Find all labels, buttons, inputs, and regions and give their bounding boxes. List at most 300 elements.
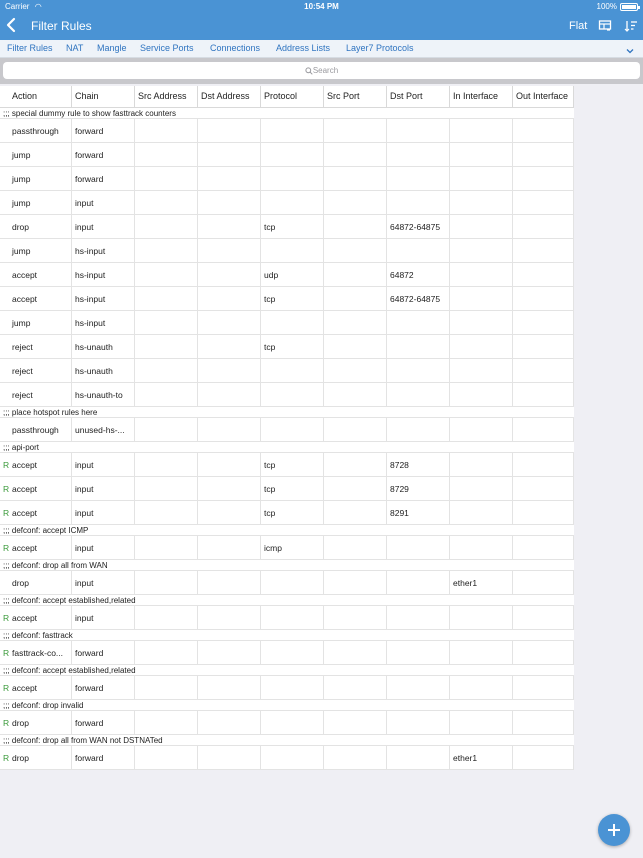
- table-cell: [324, 418, 387, 441]
- table-body: [0, 108, 574, 770]
- table-row[interactable]: [0, 418, 574, 442]
- table-cell: [261, 676, 324, 699]
- table-cell: [135, 711, 198, 734]
- tab-filter-rules[interactable]: Filter Rules: [7, 43, 53, 53]
- column-header-action[interactable]: Action: [0, 86, 72, 107]
- table-row[interactable]: [0, 501, 574, 525]
- column-header-src-address[interactable]: Src Address: [135, 86, 198, 107]
- table-cell: [135, 167, 198, 190]
- action-text: accept: [12, 294, 38, 304]
- table-cell: [0, 676, 72, 699]
- table-cell: tcp: [261, 335, 324, 358]
- chevron-down-icon: [625, 46, 635, 56]
- chevron-left-icon: [5, 16, 17, 34]
- table-cell: [0, 536, 72, 559]
- tab-mangle[interactable]: Mangle: [97, 43, 127, 53]
- table-cell: [513, 167, 576, 190]
- tab-layer7-protocols[interactable]: Layer7 Protocols: [346, 43, 414, 53]
- table-cell: [135, 641, 198, 664]
- tab-connections[interactable]: Connections: [210, 43, 261, 53]
- table-cell: [324, 287, 387, 310]
- table-cell: [450, 418, 513, 441]
- table-cell: [324, 641, 387, 664]
- table-cell: [513, 501, 576, 524]
- table-cell: [387, 606, 450, 629]
- table-cell: [324, 711, 387, 734]
- table-cell: [135, 263, 198, 286]
- table-cell: hs-input: [72, 263, 135, 286]
- sort-button[interactable]: [624, 19, 638, 33]
- action-text: reject: [12, 390, 33, 400]
- rule-comment: ;;; api-port: [0, 442, 574, 453]
- table-cell: [513, 711, 576, 734]
- table-cell: [261, 359, 324, 382]
- table-cell: [324, 536, 387, 559]
- table-row[interactable]: [0, 383, 574, 407]
- table-cell: [324, 119, 387, 142]
- rule-flag: R: [3, 648, 10, 658]
- table-cell: [261, 119, 324, 142]
- table-row[interactable]: [0, 746, 574, 770]
- table-cell: [198, 453, 261, 476]
- table-cell: [450, 453, 513, 476]
- rule-flag: R: [3, 613, 10, 623]
- column-header-protocol[interactable]: Protocol: [261, 86, 324, 107]
- table-cell: [324, 746, 387, 769]
- table-cell: ether1: [450, 571, 513, 594]
- add-rule-button[interactable]: [598, 814, 630, 846]
- table-row[interactable]: [0, 311, 574, 335]
- table-cell: [198, 167, 261, 190]
- table-cell: [513, 215, 576, 238]
- table-cell: [0, 239, 72, 262]
- table-cell: tcp: [261, 287, 324, 310]
- action-text: jump: [12, 198, 31, 208]
- table-row[interactable]: [0, 335, 574, 359]
- column-header-dst-port[interactable]: Dst Port: [387, 86, 450, 107]
- table-cell: [0, 191, 72, 214]
- table-cell: [135, 191, 198, 214]
- table-cell: tcp: [261, 215, 324, 238]
- table-row[interactable]: [0, 191, 574, 215]
- table-cell: [324, 477, 387, 500]
- table-cell: hs-unauth: [72, 335, 135, 358]
- rule-comment: ;;; defconf: drop all from WAN not DSTNATed: [0, 735, 574, 746]
- rule-comment: ;;; special dummy rule to show fasttrack counters: [0, 108, 574, 119]
- table-cell: [387, 311, 450, 334]
- table-cell: [387, 536, 450, 559]
- rule-flag: R: [3, 484, 10, 494]
- table-cell: [135, 215, 198, 238]
- table-cell: [513, 119, 576, 142]
- table-cell: 64872-64875: [387, 287, 450, 310]
- table-cell: input: [72, 215, 135, 238]
- action-text: jump: [12, 318, 31, 328]
- action-text: drop: [12, 578, 30, 588]
- table-cell: [450, 641, 513, 664]
- table-cell: [198, 287, 261, 310]
- table-cell: [450, 191, 513, 214]
- table-row[interactable]: [0, 453, 574, 477]
- table-cell: [261, 746, 324, 769]
- rule-comment: ;;; defconf: accept established,related: [0, 595, 574, 606]
- table-cell: [450, 477, 513, 500]
- table-cell: [450, 263, 513, 286]
- table-cell: [198, 335, 261, 358]
- action-text: accept: [12, 484, 38, 494]
- rule-flag: R: [3, 683, 10, 693]
- table-cell: [387, 676, 450, 699]
- table-cell: [261, 167, 324, 190]
- table-cell: [0, 453, 72, 476]
- action-text: accept: [12, 460, 38, 470]
- table-cell: [513, 536, 576, 559]
- table-cell: [450, 711, 513, 734]
- table-cell: [513, 191, 576, 214]
- table-cell: [135, 606, 198, 629]
- table-row[interactable]: [0, 215, 574, 239]
- table-cell: [324, 311, 387, 334]
- table-row[interactable]: [0, 239, 574, 263]
- search-icon: [305, 67, 313, 75]
- table-row[interactable]: [0, 119, 574, 143]
- status-bar: [0, 0, 643, 14]
- table-cell: [135, 119, 198, 142]
- table-cell: [135, 311, 198, 334]
- table-cell: [387, 143, 450, 166]
- action-text: drop: [12, 222, 30, 232]
- table-cell: [135, 676, 198, 699]
- table-cell: [450, 606, 513, 629]
- table-cell: [198, 676, 261, 699]
- table-cell: [261, 606, 324, 629]
- table-cell: input: [72, 536, 135, 559]
- table-cell: [324, 606, 387, 629]
- table-cell: [198, 191, 261, 214]
- table-cell: [198, 501, 261, 524]
- table-cell: hs-unauth: [72, 359, 135, 382]
- tab-nat[interactable]: NAT: [66, 43, 84, 53]
- table-cell: [387, 359, 450, 382]
- table-cell: [198, 215, 261, 238]
- table-cell: hs-input: [72, 311, 135, 334]
- table-cell: [198, 143, 261, 166]
- table-cell: [0, 263, 72, 286]
- table-cell: [198, 359, 261, 382]
- rule-comment: ;;; defconf: accept ICMP: [0, 525, 574, 536]
- columns-icon: [598, 19, 612, 33]
- table-cell: [324, 191, 387, 214]
- table-cell: [513, 606, 576, 629]
- table-cell: [324, 501, 387, 524]
- table-cell: [387, 711, 450, 734]
- table-cell: forward: [72, 143, 135, 166]
- table-cell: input: [72, 453, 135, 476]
- table-cell: [135, 239, 198, 262]
- table-cell: [135, 418, 198, 441]
- table-cell: [0, 311, 72, 334]
- action-text: accept: [12, 270, 38, 280]
- table-cell: tcp: [261, 501, 324, 524]
- table-cell: input: [72, 477, 135, 500]
- wifi-icon: ◠: [34, 2, 42, 11]
- table-cell: [387, 418, 450, 441]
- table-cell: [387, 191, 450, 214]
- table-cell: [198, 239, 261, 262]
- table-cell: [261, 383, 324, 406]
- column-header-out-interface[interactable]: Out Interface: [516, 91, 569, 101]
- table-cell: [387, 383, 450, 406]
- table-cell: [0, 215, 72, 238]
- rules-table: [0, 86, 574, 770]
- table-cell: 8728: [387, 453, 450, 476]
- table-cell: [135, 287, 198, 310]
- column-header-chain[interactable]: Chain: [72, 86, 135, 107]
- battery-status: [597, 2, 638, 11]
- back-button[interactable]: [5, 16, 19, 36]
- table-cell: [513, 571, 576, 594]
- table-cell: hs-input: [72, 239, 135, 262]
- table-cell: [198, 383, 261, 406]
- table-cell: [135, 335, 198, 358]
- table-cell: [513, 287, 576, 310]
- table-cell: [450, 143, 513, 166]
- table-cell: input: [72, 571, 135, 594]
- table-cell: [513, 359, 576, 382]
- table-cell: [324, 263, 387, 286]
- page-title: Filter Rules: [31, 19, 92, 33]
- sort-icon: [624, 19, 638, 33]
- action-text: reject: [12, 342, 33, 352]
- table-cell: [0, 383, 72, 406]
- table-cell: [0, 418, 72, 441]
- table-cell: [0, 711, 72, 734]
- table-cell: forward: [72, 676, 135, 699]
- table-cell: ether1: [450, 746, 513, 769]
- action-text: drop: [12, 718, 30, 728]
- table-cell: forward: [72, 167, 135, 190]
- table-cell: [513, 453, 576, 476]
- table-cell: [135, 501, 198, 524]
- table-row[interactable]: [0, 143, 574, 167]
- table-row[interactable]: [0, 167, 574, 191]
- rule-flag: R: [3, 718, 10, 728]
- table-cell: [135, 571, 198, 594]
- table-cell: [450, 335, 513, 358]
- rule-comment: ;;; place hotspot rules here: [0, 407, 574, 418]
- table-cell: [513, 239, 576, 262]
- table-cell: [450, 676, 513, 699]
- expand-tabs-button[interactable]: [625, 43, 635, 53]
- action-text: jump: [12, 150, 31, 160]
- rule-comment: ;;; defconf: drop all from WAN: [0, 560, 574, 571]
- table-cell: [387, 746, 450, 769]
- table-cell: [324, 167, 387, 190]
- table-cell: [513, 143, 576, 166]
- table-cell: udp: [261, 263, 324, 286]
- plus-icon: [607, 823, 621, 837]
- table-cell: [198, 571, 261, 594]
- table-cell: [513, 311, 576, 334]
- action-text: accept: [12, 508, 38, 518]
- table-cell: [450, 501, 513, 524]
- table-row[interactable]: [0, 536, 574, 560]
- table-row[interactable]: [0, 359, 574, 383]
- table-cell: 64872: [387, 263, 450, 286]
- table-cell: [513, 263, 576, 286]
- table-cell: [324, 335, 387, 358]
- table-cell: [324, 571, 387, 594]
- table-cell: [135, 383, 198, 406]
- tab-service-ports[interactable]: Service Ports: [140, 43, 194, 53]
- table-cell: [198, 311, 261, 334]
- table-cell: forward: [72, 711, 135, 734]
- action-text: passthrough: [12, 126, 59, 136]
- action-text: passthrough: [12, 425, 59, 435]
- table-row[interactable]: [0, 711, 574, 735]
- table-cell: input: [72, 606, 135, 629]
- table-cell: [450, 359, 513, 382]
- table-cell: [324, 383, 387, 406]
- action-text: jump: [12, 246, 31, 256]
- table-cell: [387, 641, 450, 664]
- table-cell: [0, 119, 72, 142]
- rule-comment: ;;; defconf: fasttrack: [0, 630, 574, 641]
- nav-bar: [0, 14, 643, 40]
- table-cell: [513, 641, 576, 664]
- table-cell: tcp: [261, 477, 324, 500]
- table-cell: [135, 536, 198, 559]
- action-text: reject: [12, 366, 33, 376]
- table-cell: [450, 287, 513, 310]
- table-cell: forward: [72, 641, 135, 664]
- action-text: drop: [12, 753, 30, 763]
- column-header-src-port[interactable]: Src Port: [324, 86, 387, 107]
- column-header-in-interface[interactable]: In Interface: [450, 86, 513, 107]
- table-cell: [450, 239, 513, 262]
- table-cell: [0, 167, 72, 190]
- tab-bar: [0, 40, 643, 58]
- table-row[interactable]: [0, 287, 574, 311]
- table-cell: [513, 418, 576, 441]
- table-cell: [513, 477, 576, 500]
- table-cell: [0, 359, 72, 382]
- table-cell: [198, 536, 261, 559]
- table-cell: [0, 143, 72, 166]
- table-cell: [324, 676, 387, 699]
- table-cell: [0, 335, 72, 358]
- table-cell: [198, 263, 261, 286]
- table-cell: [261, 311, 324, 334]
- table-cell: [198, 711, 261, 734]
- table-cell: [135, 143, 198, 166]
- table-cell: [198, 746, 261, 769]
- search-bar: [0, 58, 643, 84]
- table-cell: [324, 143, 387, 166]
- table-cell: [0, 606, 72, 629]
- table-cell: [0, 641, 72, 664]
- table-row[interactable]: [0, 477, 574, 501]
- rule-flag: R: [3, 753, 10, 763]
- search-input[interactable]: [3, 62, 640, 79]
- table-cell: [0, 571, 72, 594]
- table-cell: [198, 606, 261, 629]
- table-cell: 8729: [387, 477, 450, 500]
- action-text: accept: [12, 543, 38, 553]
- table-cell: [387, 335, 450, 358]
- table-cell: input: [72, 501, 135, 524]
- table-cell: unused-hs-...: [72, 418, 135, 441]
- rule-flag: R: [3, 543, 10, 553]
- action-text: fasttrack-co...: [12, 648, 64, 658]
- columns-button[interactable]: [598, 19, 612, 33]
- table-cell: [387, 167, 450, 190]
- table-cell: [135, 477, 198, 500]
- table-cell: [0, 501, 72, 524]
- rule-flag: R: [3, 460, 10, 470]
- table-cell: [324, 239, 387, 262]
- table-cell: [513, 383, 576, 406]
- battery-icon: [620, 3, 638, 11]
- table-row[interactable]: [0, 676, 574, 700]
- status-time: 10:54 PM: [304, 2, 339, 11]
- table-row[interactable]: [0, 263, 574, 287]
- carrier-text: Carrier: [5, 2, 30, 11]
- table-cell: [324, 215, 387, 238]
- table-cell: [324, 453, 387, 476]
- rule-flag: R: [3, 508, 10, 518]
- table-header: [0, 86, 574, 108]
- table-cell: [387, 571, 450, 594]
- table-cell: [135, 453, 198, 476]
- table-cell: hs-input: [72, 287, 135, 310]
- table-cell: [450, 119, 513, 142]
- table-row[interactable]: [0, 641, 574, 665]
- table-cell: [450, 167, 513, 190]
- flat-button[interactable]: Flat: [569, 20, 588, 32]
- table-cell: [261, 143, 324, 166]
- table-cell: [450, 311, 513, 334]
- column-header-dst-address[interactable]: Dst Address: [198, 86, 261, 107]
- table-cell: [261, 418, 324, 441]
- table-cell: [135, 746, 198, 769]
- table-cell: [135, 359, 198, 382]
- table-cell: [261, 641, 324, 664]
- table-cell: [513, 335, 576, 358]
- table-cell: [450, 215, 513, 238]
- table-cell: 8291: [387, 501, 450, 524]
- table-cell: [450, 536, 513, 559]
- table-cell: [198, 119, 261, 142]
- table-cell: [450, 383, 513, 406]
- table-cell: [324, 359, 387, 382]
- table-cell: [387, 239, 450, 262]
- table-cell: [513, 676, 576, 699]
- action-text: accept: [12, 683, 38, 693]
- table-cell: forward: [72, 746, 135, 769]
- table-cell: 64872-64875: [387, 215, 450, 238]
- table-cell: [0, 746, 72, 769]
- table-row[interactable]: [0, 571, 574, 595]
- table-row[interactable]: [0, 606, 574, 630]
- table-cell: hs-unauth-to: [72, 383, 135, 406]
- table-cell: input: [72, 191, 135, 214]
- battery-percent: 100%: [596, 2, 617, 11]
- table-cell: [513, 746, 576, 769]
- rule-comment: ;;; defconf: drop invalid: [0, 700, 574, 711]
- tab-address-lists[interactable]: Address Lists: [276, 43, 331, 53]
- table-cell: [198, 477, 261, 500]
